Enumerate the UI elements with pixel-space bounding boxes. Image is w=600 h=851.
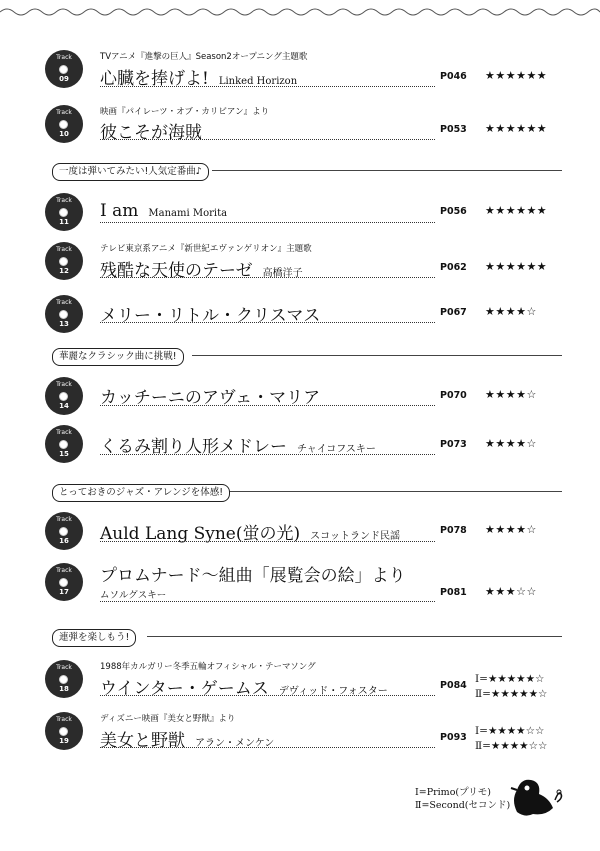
dotted-leader — [100, 222, 435, 223]
track-title: 彼こそが海賊 — [100, 123, 202, 143]
difficulty-stars: ★★★★★★ — [485, 260, 548, 273]
track-title: カッチーニのアヴェ・マリア — [100, 388, 321, 408]
category-header: 連弾を楽しもう! — [52, 629, 562, 649]
difficulty-stars: ★★★★☆ — [485, 437, 537, 450]
track-disc-icon: Track 16 — [45, 512, 83, 550]
difficulty-stars: ★★★★★★ — [485, 122, 548, 135]
track-subtitle: TVアニメ『進撃の巨人』Season2オープニング主題歌 — [100, 52, 308, 62]
difficulty-stars-primo: Ⅰ=★★★★☆☆ — [475, 725, 545, 737]
track-title: くるみ割り人形メドレー チャイコフスキー — [100, 437, 376, 457]
track-subtitle: テレビ東京系アニメ『新世紀エヴァンゲリオン』主題歌 — [100, 244, 312, 254]
track-title: I am Manami Morita — [100, 201, 228, 221]
dotted-leader — [100, 405, 435, 406]
dotted-leader — [100, 747, 435, 748]
track-disc-icon: Track 18 — [45, 660, 83, 698]
dotted-leader — [100, 541, 435, 542]
track-subtitle: 映画『パイレーツ・オブ・カリビアン』より — [100, 107, 270, 117]
difficulty-stars-second: Ⅱ=★★★★☆☆ — [475, 740, 548, 752]
track-title: メリー・リトル・クリスマス — [100, 306, 321, 326]
page-number: P067 — [440, 307, 467, 318]
track-disc-icon: Track 19 — [45, 712, 83, 750]
dotted-leader — [100, 139, 435, 140]
track-disc-icon: Track 11 — [45, 193, 83, 231]
dotted-leader — [100, 86, 435, 87]
difficulty-stars-primo: Ⅰ=★★★★★☆ — [475, 673, 545, 685]
difficulty-stars: ★★★☆☆ — [485, 585, 537, 598]
track-title: プロムナード〜組曲「展覧会の絵」より — [100, 566, 406, 586]
difficulty-stars: ★★★★☆ — [485, 523, 537, 536]
legend-second: Ⅱ=Second(セコンド) — [415, 800, 511, 811]
page-number: P073 — [440, 439, 467, 450]
track-subtitle: ディズニー映画『美女と野獣』より — [100, 714, 236, 724]
track-title: Auld Lang Syne(蛍の光) スコットランド民謡 — [100, 524, 400, 544]
track-disc-icon: Track 17 — [45, 563, 83, 601]
page-number: P078 — [440, 525, 467, 536]
track-disc-icon: Track 15 — [45, 425, 83, 463]
page-number: P093 — [440, 732, 467, 743]
category-header: 一度は弾いてみたい!人気定番曲♪ — [52, 163, 562, 183]
track-disc-icon: Track 10 — [45, 105, 83, 143]
dotted-leader — [100, 277, 435, 278]
page-number: P070 — [440, 390, 467, 401]
track-title: 心臓を捧げよ! Linked Horizon — [100, 69, 298, 89]
category-header: 華麗なクラシック曲に挑戦! — [52, 348, 562, 368]
track-subtitle: 1988年カルガリー冬季五輪オフィシャル・テーマソング — [100, 662, 316, 672]
track-disc-icon: Track 13 — [45, 295, 83, 333]
track-title: 美女と野獣 アラン・メンケン — [100, 731, 275, 751]
track-title: ウインター・ゲームス デヴィッド・フォスター — [100, 679, 388, 699]
page-number: P081 — [440, 587, 467, 598]
track-artist: ムソルグスキー — [100, 590, 167, 601]
page-number: P056 — [440, 206, 467, 217]
track-disc-icon: Track 14 — [45, 377, 83, 415]
top-ornament-border — [0, 6, 600, 18]
difficulty-stars-second: Ⅱ=★★★★★☆ — [475, 688, 548, 700]
legend — [415, 786, 510, 812]
dotted-leader — [100, 601, 435, 602]
page-number: P084 — [440, 680, 467, 691]
page-number: P062 — [440, 262, 467, 273]
legend-primo: Ⅰ=Primo(プリモ) — [415, 787, 491, 798]
difficulty-stars: ★★★★★★ — [485, 204, 548, 217]
dotted-leader — [100, 454, 435, 455]
page-number: P046 — [440, 71, 467, 82]
track-disc-icon: Track 12 — [45, 242, 83, 280]
difficulty-stars: ★★★★★★ — [485, 69, 548, 82]
dotted-leader — [100, 322, 435, 323]
category-header: とっておきのジャズ・アレンジを体感! — [52, 484, 562, 504]
track-disc-icon: Track 09 — [45, 50, 83, 88]
dotted-leader — [100, 695, 435, 696]
difficulty-stars: ★★★★☆ — [485, 305, 537, 318]
mascot-illustration — [505, 770, 565, 820]
track-title: 残酷な天使のテーゼ 高橋洋子 — [100, 261, 303, 281]
difficulty-stars: ★★★★☆ — [485, 388, 537, 401]
page-number: P053 — [440, 124, 467, 135]
